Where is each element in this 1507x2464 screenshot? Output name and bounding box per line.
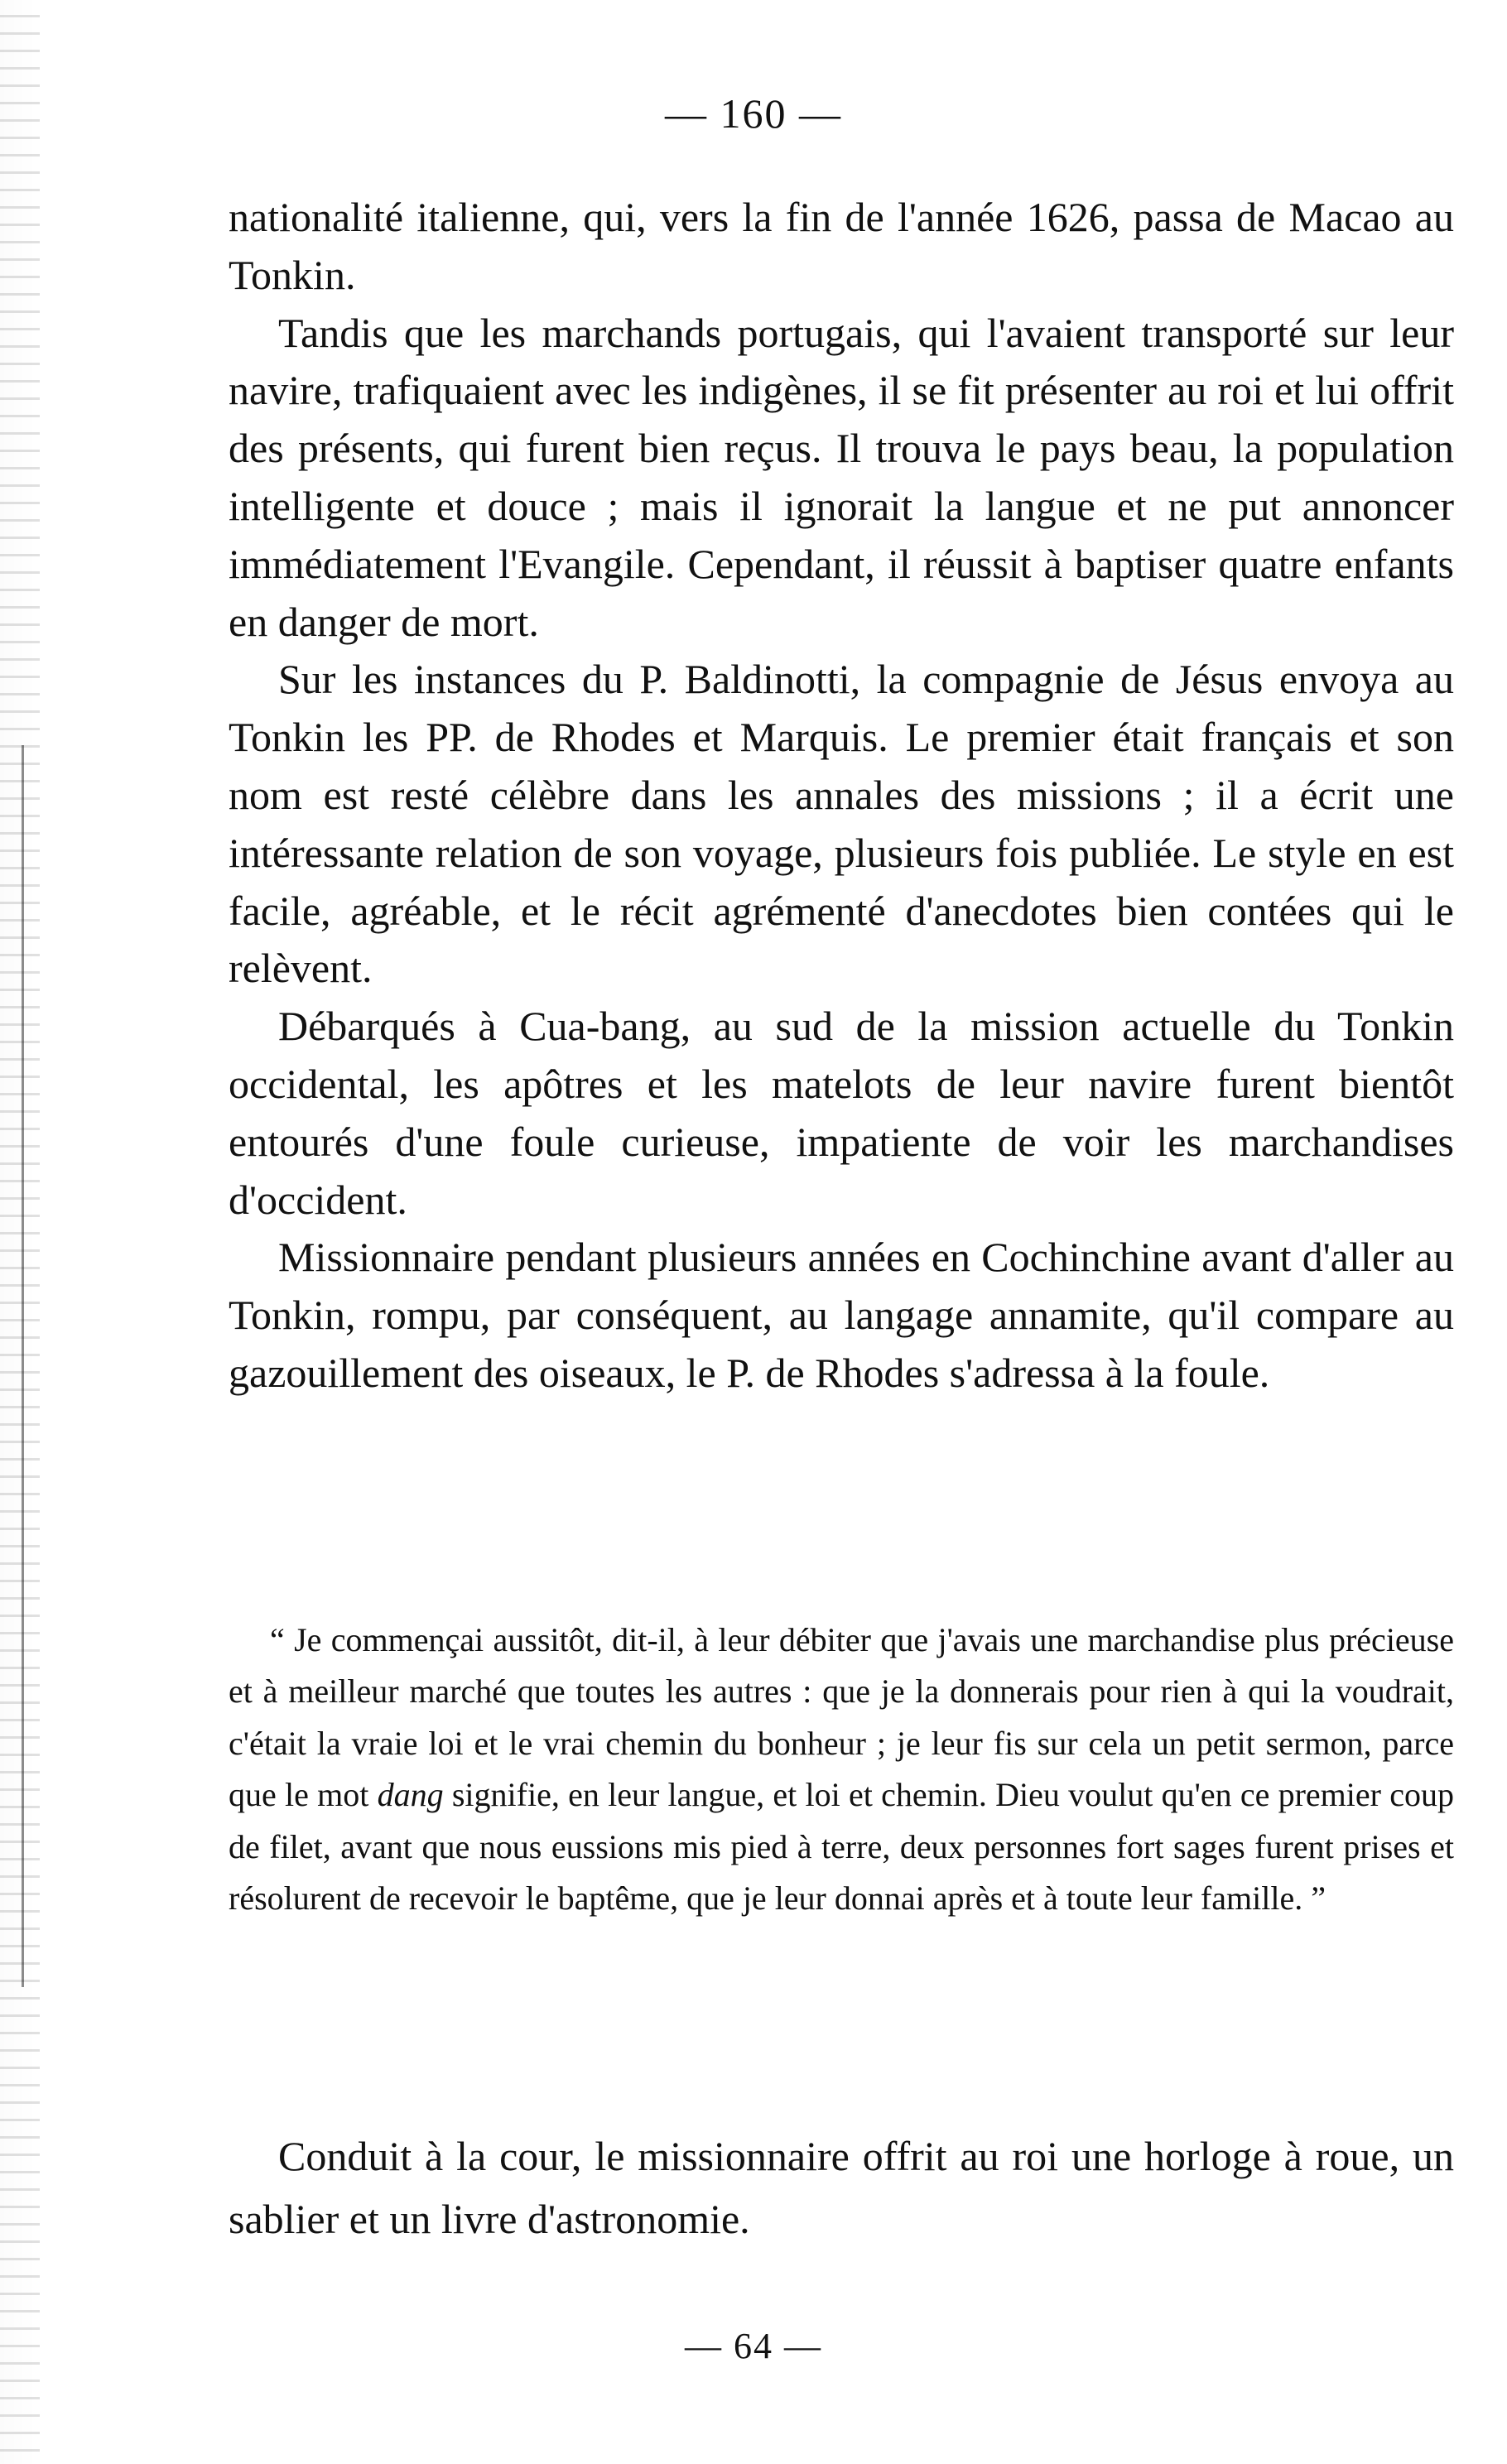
page-number-top: — 160 — (665, 90, 842, 137)
quotation-block (229, 1615, 1454, 1924)
closing-text-block (229, 2125, 1454, 2250)
quotation-paragraph (229, 1615, 1454, 1924)
paragraph-4: Débarqués à Cua-bang, au sud de la mission actuelle du Tonkin occidental, les apôtres et les matelots de leur navire furent bientôt entourés d'une foule curieuse, impatiente de voir les marchandises d'occident. (229, 1003, 1454, 1223)
binding-gutter (0, 0, 40, 2464)
quotation-italic-word: dang (377, 1776, 444, 1814)
paragraph-2: Tandis que les marchands portugais, qui l'avaient transporté sur leur navire, trafiquaient avec les indigènes, il se fit présenter au roi et lui offrit des présents, qui furent bien reçus. Il trouva le pays beau, la population intelligente et douce ; mais il ignorait la langue et ne put annoncer immédiatement l'Evangile. Cependant, il réussit à baptiser quatre enfants en danger de mort. (229, 309, 1454, 645)
page-number-bottom: — 64 — (685, 2326, 822, 2366)
paragraph-1: nationalité italienne, qui, vers la fin de l'année 1626, passa de Macao au Tonkin. (229, 194, 1454, 298)
paragraph-6: Conduit à la cour, le missionnaire offrit au roi une horloge à roue, un sablier et un livre d'astronomie. (229, 2133, 1454, 2242)
binding-edge-line (22, 745, 24, 1987)
paragraph-3: Sur les instances du P. Baldinotti, la compagnie de Jésus envoya au Tonkin les PP. de Rhodes et Marquis. Le premier était français et son nom est resté célèbre dans les annales des missions ; il a écrit une intéressante relation de son voyage, plusieurs fois publiée. Le style en est facile, agréable, et le récit agrémenté d'anecdotes bien contées qui le relèvent. (229, 656, 1454, 992)
paragraph-5: Missionnaire pendant plusieurs années en Cochinchine avant d'aller au Tonkin, rompu, par conséquent, au langage annamite, qu'il compare au gazouillement des oiseaux, le P. de Rhodes s'adressa à la foule. (229, 1234, 1454, 1396)
quotation-part-1: “ Je commençai aussitôt, dit-il, à leur débiter que j'avais une marchandise plus précieuse et à meilleur marché que toutes les autres : que je la donnerais pour rien à qui la voudrait, c'était la vraie loi et le vrai chemin du bonheur ; je leur fis sur cela un petit sermon, parce que le mot (229, 1621, 1454, 1814)
main-text-block (229, 189, 1454, 1403)
quotation-part-2: signifie, en leur langue, et loi et chemin. Dieu voulut qu'en ce premier coup de filet, avant que nous eussions mis pied à terre, deux personnes fort sages furent prises et résolurent de recevoir le baptême, que je leur donnai après et à toute leur famille. ” (229, 1776, 1454, 1918)
